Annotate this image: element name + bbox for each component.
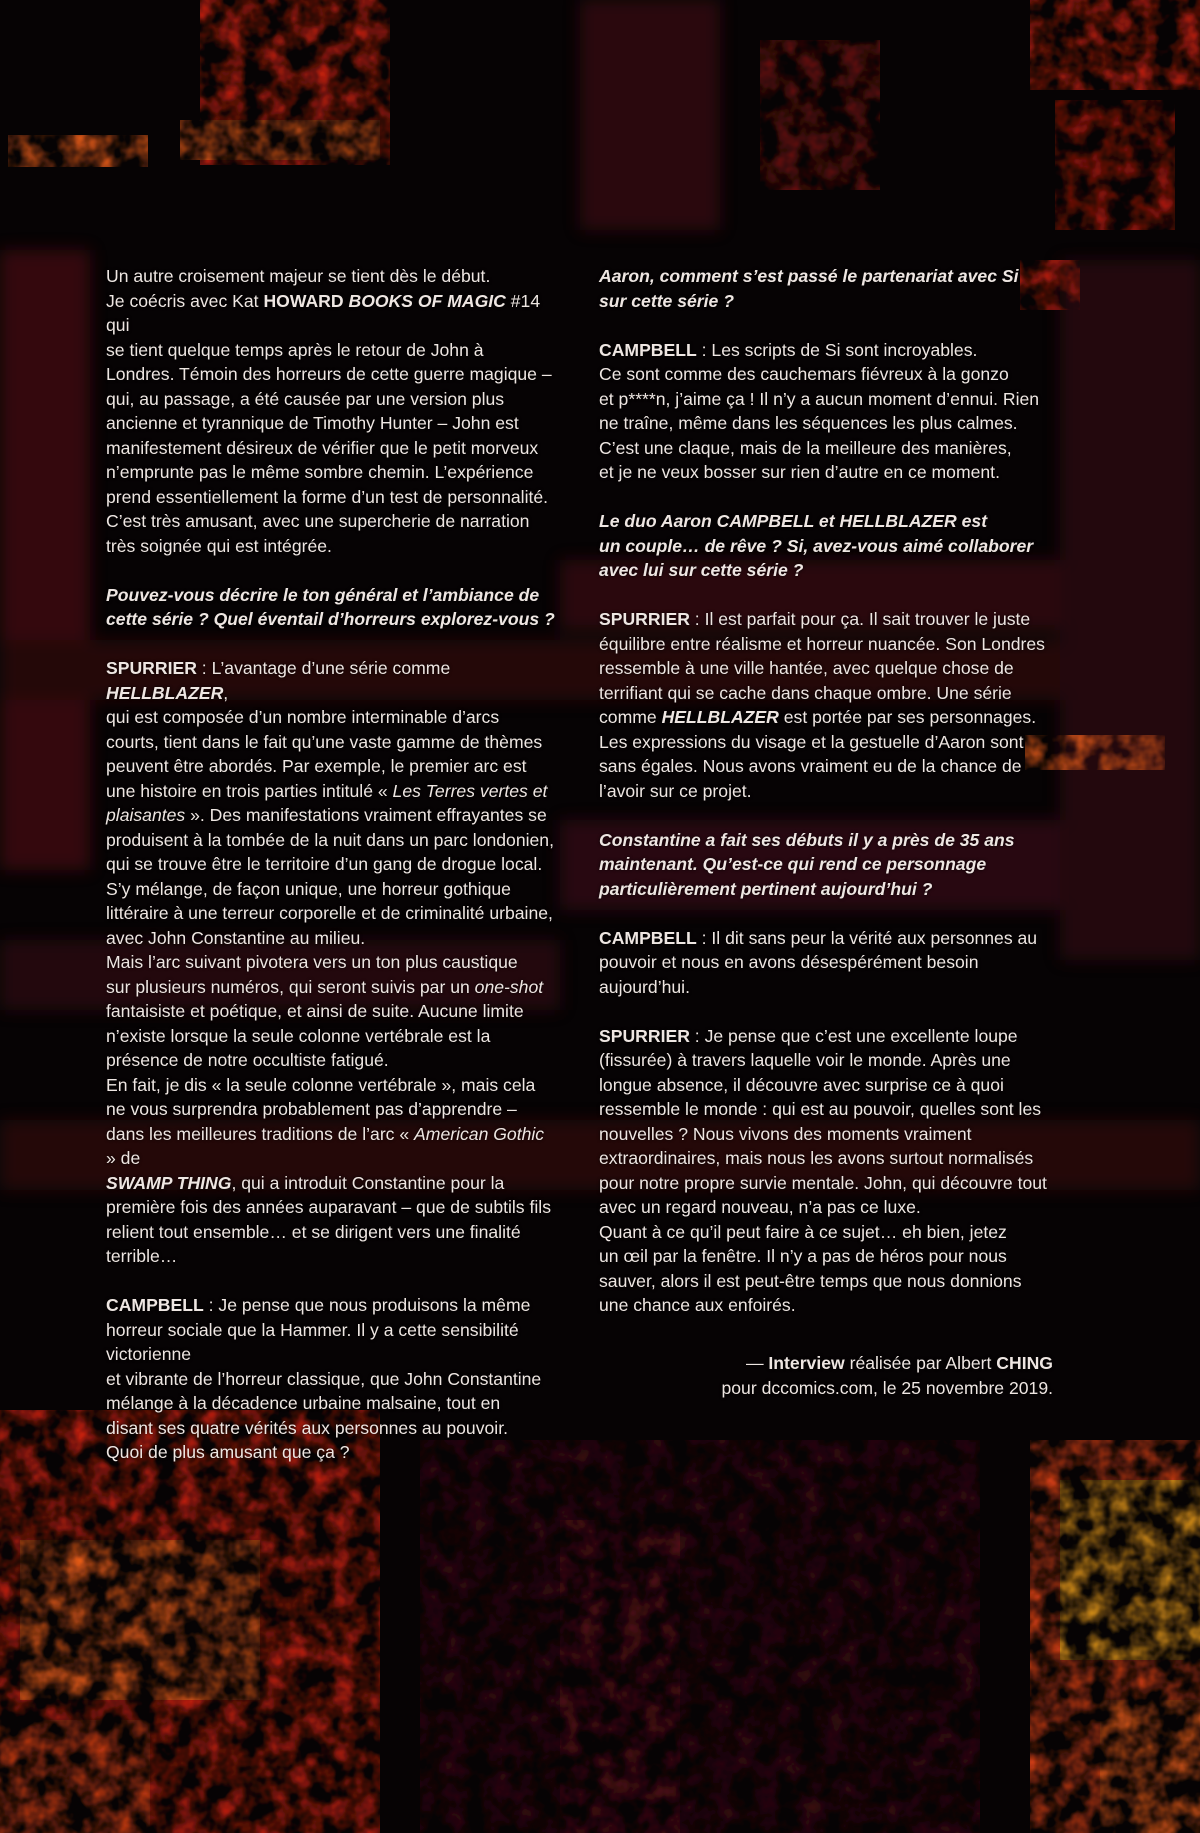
answer-text: , qui est composée d’un nombre interminable d’arcs courts, tient dans le fait qu’une vaste gamme de thèmes peuvent être abordés. Par exemple, le premier arc est une histoire en trois parties intitulé « (106, 682, 543, 801)
question-duo: Le duo Aaron CAMPBELL et HELLBLAZER est un couple… de rêve ? Si, avez-vous aimé collaborer avec lui sur cette série ? (599, 511, 1034, 580)
answer-spurrier-4 (599, 607, 1049, 803)
blank-line (106, 1269, 556, 1294)
title-hellblazer: HELLBLAZER (661, 707, 779, 727)
credit-line-1 (633, 1351, 1053, 1376)
answer-spurrier-2 (106, 950, 556, 1073)
question-relevance: Constantine a fait ses débuts il y a près de 35 ans maintenant. Qu’est-ce qui rend ce personnage particulièrement pertinent aujourd’hui ? (599, 829, 1015, 899)
answer-text: , qui a introduit Constantine pour la première fois des années auparavant – que de subtils fils relient tout ensemble… et se dirigent vers une finalité terrible… (106, 1172, 551, 1266)
answer-text: » de (106, 1148, 141, 1168)
answer-text: : Il dit sans peur la vérité aux personnes au pouvoir et nous en avons désespérément besoin aujourd’hui. (599, 927, 1038, 997)
credit-author-name: CHING (996, 1353, 1053, 1373)
answer-campbell-3 (599, 926, 1049, 1000)
answer-campbell-1 (106, 1293, 556, 1465)
title-hellblazer: HELLBLAZER (106, 682, 224, 703)
answer-text: fantaisiste et poétique, et ainsi de suite. Aucune limite n’existe lorsque la seule colonne vertébrale est la présence de notre occultiste fatigué. (106, 1001, 524, 1070)
answer-text: ». Des manifestations vraiment effrayantes se produisent à la tombée de la nuit dans un parc londonien, qui se trouve être le territoire d’un gang de drogue local. S’y mélange, de façon unique, une horreur gothique littéraire à une terreur corporelle et de criminalité urbaine, avec John Constantine au milieu. (106, 805, 554, 948)
answer-text: : Je pense que nous produisons la même horreur sociale que la Hammer. Il y a cette sensibilité victorienne et vibrante de l’horreur classique, que John Constantine mélange à la décadence urbaine malsaine, tout en disant ses quatre vérités aux personnes au pouvoir. Quoi de plus amusant que ça ? (106, 1295, 542, 1462)
speaker-spurrier: SPURRIER (599, 1025, 690, 1046)
answer-text: En fait, je dis « la seule colonne vertébrale », mais cela ne vous surprendra probablement pas d’apprendre – dans les meilleures traditions de l’arc « (106, 1074, 536, 1144)
left-column (106, 264, 556, 1489)
title-american-gothic: American Gothic (414, 1123, 545, 1144)
speaker-campbell: CAMPBELL (599, 339, 697, 360)
answer-text: : Les scripts de Si sont incroyables. Ce sont comme des cauchemars fiévreux à la gonzo et p****n, j’aime ça ! Il n’y a aucun moment d’ennui. Rien ne traîne, même dans les séquences les plus calmes. C’est une claque, mais de la meilleure des manières, et je ne veux bosser sur rien d’autre en ce moment. (599, 339, 1040, 482)
intro-text-cont: #14 qui se tient quelque temps après le retour de John à Londres. Témoin des horreurs de cette guerre magique – qui, au passage, a été causée par une version plus ancienne et tyrannique de Timothy Hunter – John est manifestement désireux de vérifier que le petit morveux n’emprunte pas le même sombre chemin. L’expérience prend essentiellement la forme d’un test de personnalité. C’est très amusant, avec une supercherie de narration très soignée qui est intégrée. (106, 290, 552, 556)
speaker-campbell: CAMPBELL (106, 1295, 204, 1315)
intro-text: Un autre croisement majeur se tient dès le début. Je coécris avec Kat (106, 266, 491, 311)
interview-credit (633, 1351, 1053, 1400)
paragraph-intro (106, 264, 556, 558)
answer-spurrier-1 (106, 656, 556, 950)
credit-line-2: pour dccomics.com, le 25 novembre 2019. (721, 1377, 1053, 1398)
title-books-of-magic: BOOKS OF MAGIC (348, 290, 506, 311)
blank-line (106, 558, 556, 583)
question-partnership: Aaron, comment s’est passé le partenariat avec Si sur cette série ? (599, 266, 1019, 311)
answer-text: : Je pense que c’est une excellente loupe (fissurée) à travers laquelle voir le monde. Après une longue absence, il découvre avec surprise ce à quoi ressemble le monde : qui est au pouvoir, quelles sont les nouvelles ? Nous vivons des moments vraiment extraordinaires, mais nous les avons surtout normalisés pour notre propre survie mentale. John, qui découvre tout avec un regard nouveau, n’a pas ce luxe. Quant à ce qu’il peut faire à ce sujet… eh bien, jetez un œil par la fenêtre. Il n’y a pas de héros pour nous sauver, alors il est peut-être temps que nous donnions une chance aux enfoirés. (599, 1025, 1047, 1315)
answer-text: : Il est parfait pour ça. Il sait trouver le juste équilibre entre réalisme et horreur nuancée. Son Londres ressemble à une ville hantée, avec quelque chose de terrifiant qui se cache dans chaque ombre. Une série comme (599, 609, 1045, 727)
answer-spurrier-3 (106, 1073, 556, 1269)
speaker-spurrier: SPURRIER (599, 609, 690, 629)
question-tone: Pouvez-vous décrire le ton général et l’ambiance de cette série ? Quel éventail d’horreurs explorez-vous ? (106, 584, 555, 629)
credit-interview-label: Interview (768, 1353, 845, 1373)
title-terres-vertes: Les Terres vertes et plaisantes (106, 780, 548, 825)
title-swamp-thing: SWAMP THING (106, 1172, 232, 1193)
author-name-howard: HOWARD (263, 290, 344, 311)
right-column (599, 264, 1049, 1318)
answer-text: est portée par ses personnages. Les expressions du visage et la gestuelle d’Aaron sont sans égales. Nous avons vraiment eu de la chance de l’avoir sur ce projet. (599, 707, 1037, 801)
answer-text: : L’avantage d’une série comme (196, 658, 451, 678)
credit-dash: — (745, 1353, 769, 1373)
speaker-spurrier: SPURRIER (106, 658, 197, 678)
answer-text: Mais l’arc suivant pivotera vers un ton plus caustique sur plusieurs numéros, qui seront suivis par un (106, 952, 518, 997)
term-one-shot: one-shot (474, 976, 544, 997)
answer-campbell-2 (599, 338, 1049, 485)
speaker-campbell: CAMPBELL (599, 927, 697, 948)
credit-by: réalisée par Albert (844, 1353, 997, 1373)
answer-spurrier-5 (599, 1024, 1049, 1318)
